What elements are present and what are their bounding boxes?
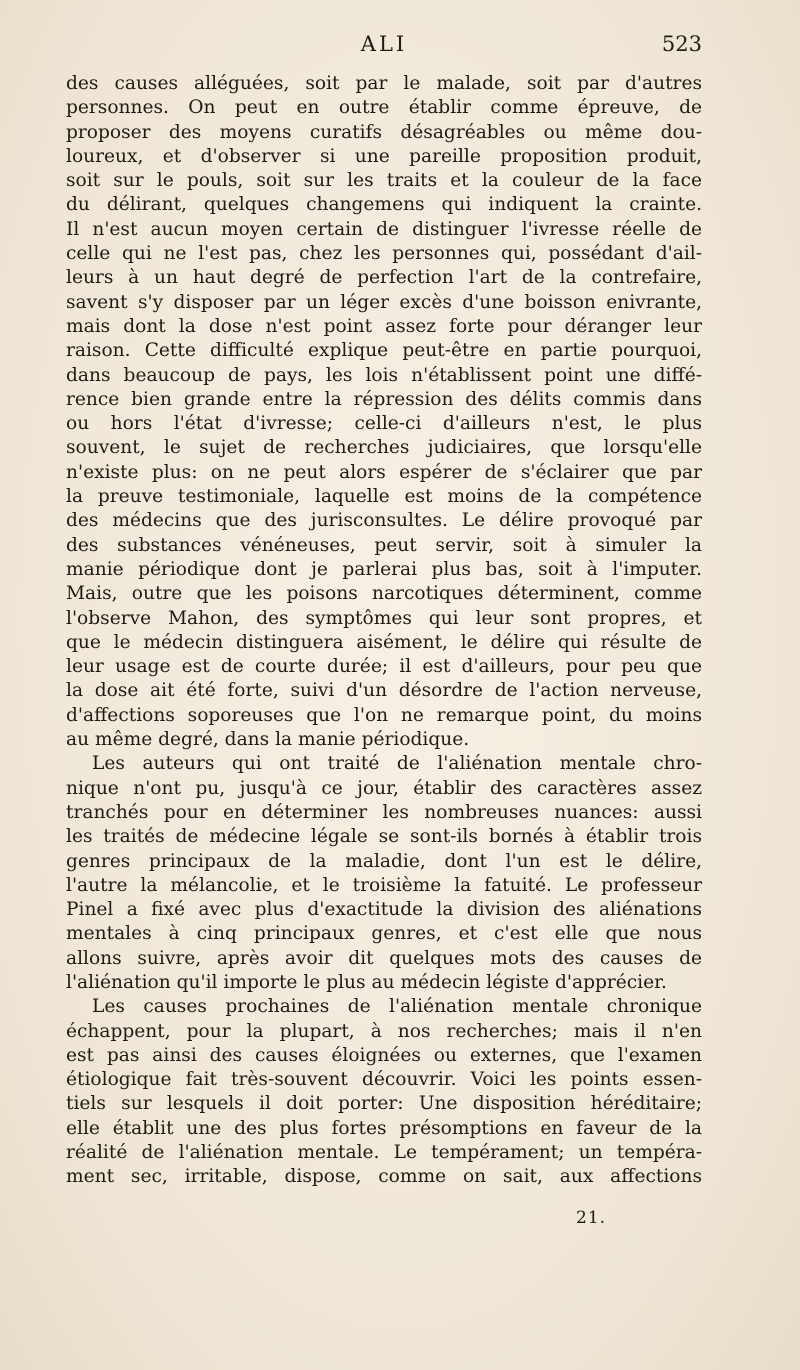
text-line: est pas ainsi des causes éloignées ou externes, que l'examen <box>66 1044 702 1066</box>
text-line: la dose ait été forte, suivi d'un désordre de l'action nerveuse, <box>66 680 702 702</box>
text-line: ou hors l'état d'ivresse; celle-ci d'ailleurs n'est, le plus <box>66 413 702 435</box>
text-line: l'observe Mahon, des symptômes qui leur sont propres, et <box>66 607 702 629</box>
text-line: celle qui ne l'est pas, chez les personnes qui, possédant d'ail- <box>66 243 702 265</box>
text-line: la preuve testimoniale, laquelle est moins de la compétence <box>66 486 702 508</box>
text-line: que le médecin distinguera aisément, le délire qui résulte de <box>66 631 702 653</box>
text-line: l'aliénation qu'il importe le plus au médecin légiste d'apprécier. <box>66 971 667 993</box>
text-line: manie périodique dont je parlerai plus bas, soit à l'imputer. <box>66 558 702 580</box>
text-line: leur usage est de courte durée; il est d'ailleurs, pour peu que <box>66 656 702 678</box>
text-line: raison. Cette difficulté explique peut-être en partie pourquoi, <box>66 340 702 362</box>
text-line: d'affections soporeuses que l'on ne remarque point, du moins <box>66 704 702 726</box>
text-line: souvent, le sujet de recherches judiciaires, que lorsqu'elle <box>66 437 702 459</box>
text-line: Pinel a fixé avec plus d'exactitude la division des aliénations <box>66 899 702 921</box>
text-line: loureux, et d'observer si une pareille proposition produit, <box>66 145 702 167</box>
body-text <box>66 72 702 1190</box>
text-line: soit sur le pouls, soit sur les traits et la couleur de la face <box>66 170 702 192</box>
text-line: Mais, outre que les poisons narcotiques déterminent, comme <box>66 583 702 605</box>
text-line: nique n'ont pu, jusqu'à ce jour, établir des caractères assez <box>66 777 702 799</box>
text-line: Les auteurs qui ont traité de l'aliénation mentale chro- <box>92 753 702 775</box>
text-line: allons suivre, après avoir dit quelques mots des causes de <box>66 947 702 969</box>
running-title: ALI <box>360 32 408 56</box>
text-line: elle établit une des plus fortes présomptions en faveur de la <box>66 1117 702 1139</box>
text-line: leurs à un haut degré de perfection l'art de la contrefaire, <box>66 267 702 289</box>
text-line: des causes alléguées, soit par le malade, soit par d'autres <box>66 73 702 94</box>
text-line: genres principaux de la maladie, dont l'un est le délire, <box>66 850 702 872</box>
text-line: les traités de médecine légale se sont-ils bornés à établir trois <box>66 826 702 848</box>
text-line: étiologique fait très-souvent découvrir. Voici les points essen- <box>66 1069 702 1091</box>
text-line: mentales à cinq principaux genres, et c'est elle que nous <box>66 923 702 945</box>
text-line: l'autre la mélancolie, et le troisième la fatuité. Le professeur <box>66 874 702 896</box>
text-line: échappent, pour la plupart, à nos recherches; mais il n'en <box>66 1020 702 1042</box>
text-line: au même degré, dans la manie périodique. <box>66 729 470 751</box>
text-line: des substances vénéneuses, peut servir, soit à simuler la <box>66 534 702 556</box>
signature-mark: 21. <box>576 1208 607 1228</box>
text-line: tranchés pour en déterminer les nombreuses nuances: aussi <box>66 801 702 823</box>
text-line: proposer des moyens curatifs désagréables ou même dou- <box>66 121 702 143</box>
text-line: savent s'y disposer par un léger excès d'une boisson enivrante, <box>66 291 702 313</box>
text-line: Il n'est aucun moyen certain de distinguer l'ivresse réelle de <box>66 218 702 240</box>
text-line: des médecins que des jurisconsultes. Le délire provoqué par <box>66 510 702 532</box>
text-line: n'existe plus: on ne peut alors espérer de s'éclairer que par <box>66 461 702 483</box>
text-line: ment sec, irritable, dispose, comme on sait, aux affections <box>66 1166 702 1188</box>
text-line: tiels sur lesquels il doit porter: Une disposition héréditaire; <box>66 1093 702 1115</box>
text-line: personnes. On peut en outre établir comme épreuve, de <box>66 97 702 119</box>
text-line: rence bien grande entre la répression des délits commis dans <box>66 388 702 410</box>
text-line: dans beaucoup de pays, les lois n'établissent point une diffé- <box>66 364 702 386</box>
text-line: réalité de l'aliénation mentale. Le tempérament; un tempéra- <box>66 1142 702 1164</box>
text-line: du délirant, quelques changemens qui indiquent la crainte. <box>66 194 702 216</box>
text-line: mais dont la dose n'est point assez forte pour déranger leur <box>66 315 702 337</box>
page-header <box>66 32 702 62</box>
page-number: 523 <box>661 32 702 56</box>
text-line: Les causes prochaines de l'aliénation mentale chronique <box>92 996 702 1018</box>
